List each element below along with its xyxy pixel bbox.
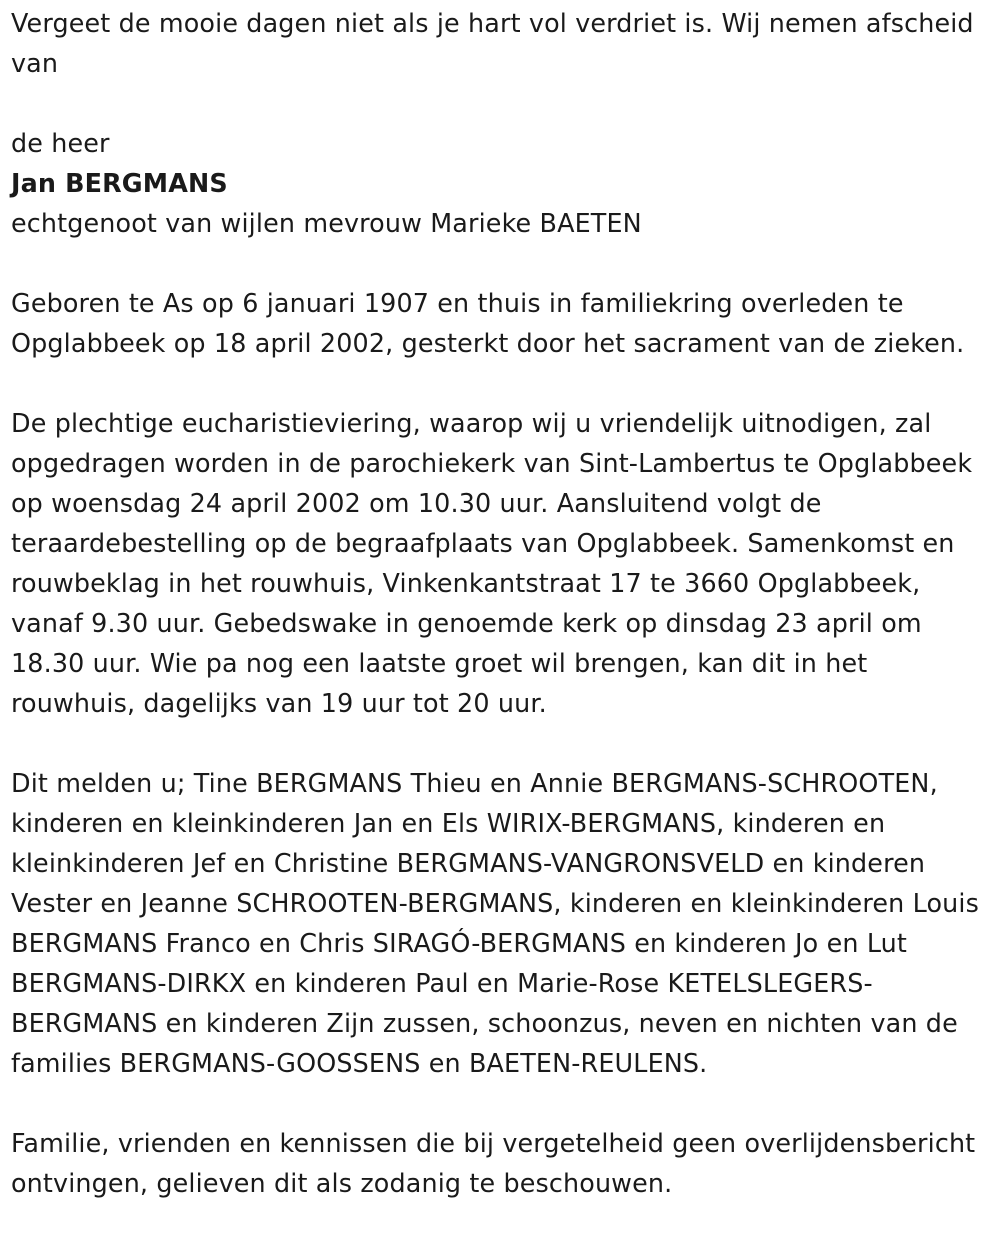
birth-death-paragraph: Geboren te As op 6 januari 1907 en thuis in familiekring overleden te Opglabbeek op 18 april 2002, gesterkt door het sacrament van de zieken.: [11, 288, 965, 358]
spacer: [11, 363, 993, 403]
closing-paragraph: Familie, vrienden en kennissen die bij vergetelheid geen overlijdensbericht ontvingen, gelieven dit als zodanig te beschouwen.: [11, 1128, 976, 1198]
spouse-line: echtgenoot van wijlen mevrouw Marieke BAETEN: [11, 208, 642, 238]
spacer: [11, 83, 993, 123]
spacer: [11, 243, 993, 283]
intro-text: Vergeet de mooie dagen niet als je hart vol verdriet is. Wij nemen afscheid van: [11, 8, 974, 78]
spacer: [11, 1083, 993, 1123]
salutation: de heer: [11, 128, 110, 158]
ceremony-paragraph: De plechtige eucharistieviering, waarop wij u vriendelijk uitnodigen, zal opgedragen worden in de parochiekerk van Sint-Lambertus te Opglabbeek op woensdag 24 april 2002 om 10.30 uur. Aansluitend volgt de teraardebestelling op de begraafplaats van Opglabbeek. Samenkomst en rouwbeklag in het rouwhuis, Vinkenkantstraat 17 te 3660 Opglabbeek, vanaf 9.30 uur. Gebedswake in genoemde kerk op dinsdag 23 april om 18.30 uur. Wie pa nog een laatste groet wil brengen, kan dit in het rouwhuis, dagelijks van 19 uur tot 20 uur.: [11, 408, 973, 718]
obituary-notice: [11, 3, 993, 1203]
deceased-name: Jan BERGMANS: [11, 168, 228, 198]
spacer: [11, 723, 993, 763]
family-paragraph: Dit melden u; Tine BERGMANS Thieu en Annie BERGMANS-SCHROOTEN, kinderen en kleinkinderen Jan en Els WIRIX-BERGMANS, kinderen en kleinkinderen Jef en Christine BERGMANS-VANGRONSVELD en kinderen Vester en Jeanne SCHROOTEN-BERGMANS, kinderen en kleinkinderen Louis BERGMANS Franco en Chris SIRAGÓ-BERGMANS en kinderen Jo en Lut BERGMANS-DIRKX en kinderen Paul en Marie-Rose KETELSLEGERS-BERGMANS en kinderen Zijn zussen, schoonzus, neven en nichten van de families BERGMANS-GOOSSENS en BAETEN-REULENS.: [11, 768, 979, 1078]
